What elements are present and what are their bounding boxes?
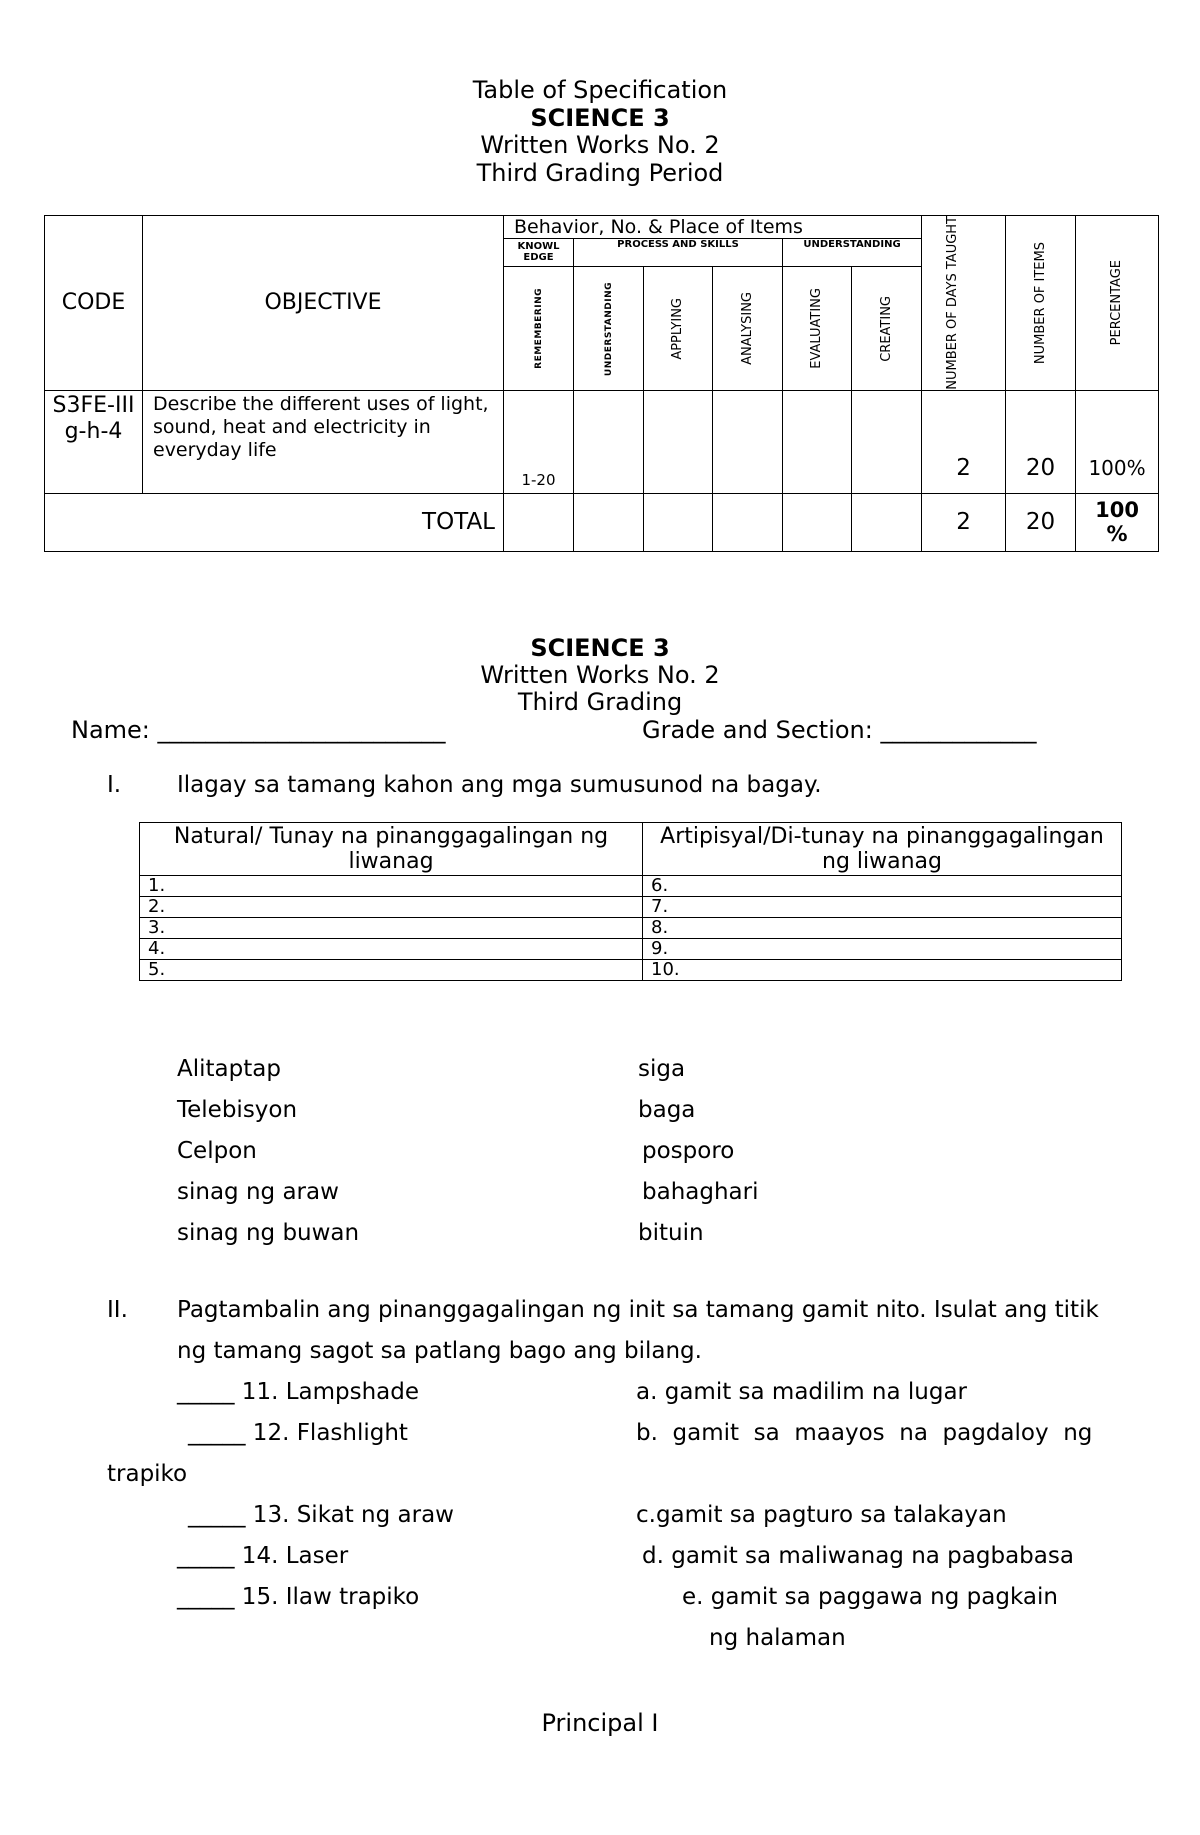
answer-cell: 1. [140,876,643,897]
objective-header: OBJECTIVE [143,216,504,391]
row-days: 2 [922,390,1006,493]
word-right: bituin [638,1220,704,1246]
total-percentage: 100 % [1076,493,1159,551]
word-left: Celpon [177,1138,257,1164]
creating-header: CREATING [852,267,922,390]
table-row [45,390,1159,493]
total-days: 2 [922,493,1006,551]
table-row [140,876,1122,897]
matching-choice: c.gamit sa pagturo sa talakayan [636,1502,1007,1528]
code-header: CODE [45,216,143,391]
analysing-header: ANALYSING [713,267,783,390]
tos-title: Table of Specification [472,76,728,104]
total-row [45,493,1159,551]
answer-cell: 7. [643,897,1122,918]
matching-item: _____ 14. Laser [177,1543,349,1569]
behavior-header: Behavior, No. & Place of Items [504,216,922,239]
footer-signature: Principal I [541,1709,659,1737]
table-row [140,960,1122,981]
part1-number: I. [107,772,122,798]
natural-header: Natural/ Tunay na pinanggagalingan ng liwanag [140,823,643,876]
remembering-header: REMEMBERING [504,267,574,390]
word-right: bahaghari [642,1179,759,1205]
quiz-work: Written Works No. 2 [480,661,720,689]
quiz-subject: SCIENCE 3 [530,634,670,662]
answer-cell: 9. [643,939,1122,960]
evaluating-header: EVALUATING [783,267,852,390]
tos-work: Written Works No. 2 [480,131,720,159]
matching-choice-cont: trapiko [107,1461,188,1487]
part2-instruction-cont: ng tamang sagot sa patlang bago ang bilang. [177,1338,702,1364]
matching-choice-cont: ng halaman [709,1625,846,1651]
matching-item: _____ 12. Flashlight [188,1420,408,1446]
matching-item: _____ 15. Ilaw trapiko [177,1584,420,1610]
percentage-header: PERCENTAGE [1076,216,1159,391]
part1-instruction: Ilagay sa tamang kahon ang mga sumusunod na bagay. [177,772,822,798]
answer-cell: 8. [643,918,1122,939]
days-header: NUMBER OF DAYS TAUGHT [922,216,1006,391]
matching-choice: b. gamit sa maayos na pagdaloy ng [636,1420,1093,1446]
answer-cell: 5. [140,960,643,981]
classification-table [139,822,1122,981]
matching-choice: a. gamit sa madilim na lugar [636,1379,968,1405]
word-right: baga [638,1097,696,1123]
total-label: TOTAL [45,493,504,551]
understanding-group-header: UNDERSTANDING [783,238,922,267]
answer-cell: 4. [140,939,643,960]
table-row [140,918,1122,939]
answer-cell: 3. [140,918,643,939]
word-left: sinag ng araw [177,1179,339,1205]
table-row [140,939,1122,960]
table-row [140,897,1122,918]
grade-section-field: Grade and Section: _____________ [642,716,1037,744]
answer-cell: 6. [643,876,1122,897]
matching-choice: d. gamit sa maliwanag na pagbabasa [642,1543,1074,1569]
total-items: 20 [1006,493,1076,551]
tos-table [44,215,1159,552]
understanding-header: UNDERSTANDING [574,267,644,390]
row-code: S3FE-IIIg-h-4 [45,390,143,493]
part2-instruction: Pagtambalin ang pinanggagalingan ng init sa tamang gamit nito. Isulat ang titik [177,1297,1099,1323]
matching-item: _____ 13. Sikat ng araw [188,1502,454,1528]
matching-item: _____ 11. Lampshade [177,1379,420,1405]
tos-period: Third Grading Period [476,159,724,187]
answer-cell: 2. [140,897,643,918]
answer-cell: 10. [643,960,1122,981]
word-right: siga [638,1056,686,1082]
row-percentage: 100% [1076,390,1159,493]
part2-number: II. [107,1297,128,1323]
row-items: 20 [1006,390,1076,493]
quiz-period: Third Grading [517,688,683,716]
word-left: Telebisyon [177,1097,298,1123]
applying-header: APPLYING [644,267,713,390]
word-left: sinag ng buwan [177,1220,360,1246]
row-remembering: 1-20 [504,390,574,493]
knowledge-header: KNOWL EDGE [504,238,574,267]
artificial-header: Artipisyal/Di-tunay na pinanggagalingan ng liwanag [643,823,1122,876]
matching-choice: e. gamit sa paggawa ng pagkain [682,1584,1058,1610]
items-header: NUMBER OF ITEMS [1006,216,1076,391]
row-objective: Describe the different uses of light, sound, heat and electricity in everyday life [143,390,504,493]
process-header: PROCESS AND SKILLS [574,238,783,267]
tos-subject: SCIENCE 3 [530,104,670,132]
word-left: Alitaptap [177,1056,281,1082]
name-field: Name: ________________________ [71,716,446,744]
word-right: posporo [642,1138,735,1164]
